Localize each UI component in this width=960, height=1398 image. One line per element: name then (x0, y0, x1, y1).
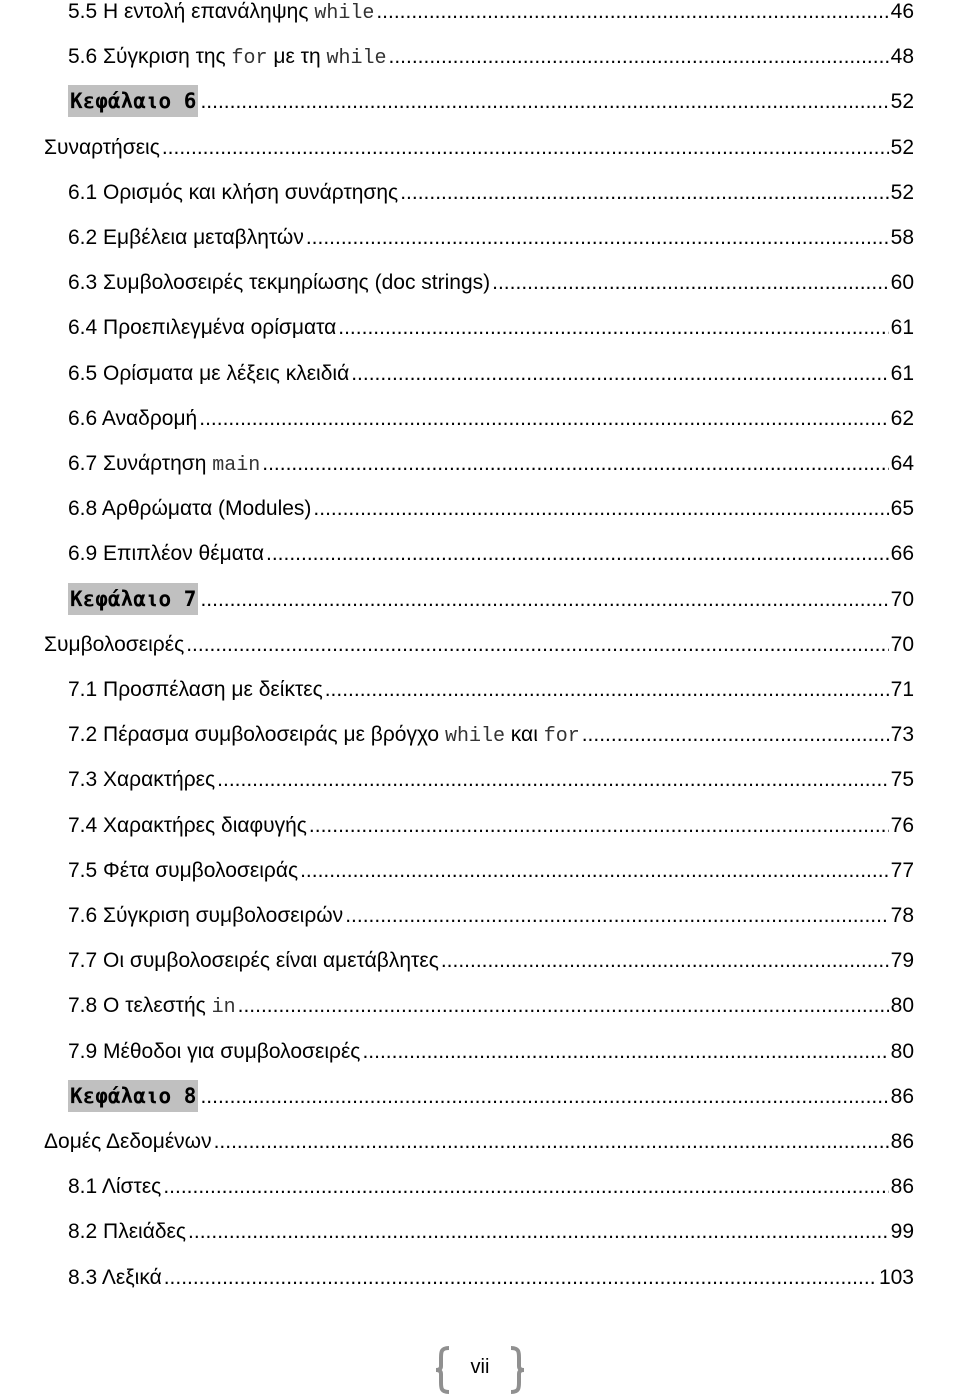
toc-chapter-heading[interactable] (0, 84, 960, 120)
title-text: 8.1 Λίστες (68, 1175, 162, 1199)
dot-leader (492, 265, 889, 301)
toc-page-number: 62 (890, 406, 914, 430)
toc-entry-title (68, 0, 374, 32)
toc-entry[interactable] (0, 39, 960, 75)
title-text: 6.5 Ορίσματα με λέξεις κλειδιά (68, 361, 350, 385)
title-text: Συμβολοσειρές (44, 632, 185, 656)
toc-entry-line (68, 672, 914, 708)
toc-entry-line (68, 265, 914, 301)
toc-entry-line (68, 39, 914, 75)
toc-entry-title (68, 898, 343, 934)
title-text: και (504, 723, 544, 747)
toc-entry-line (68, 1260, 914, 1296)
toc-entry-line (68, 446, 914, 482)
dot-leader (441, 943, 889, 979)
toc-page-number: 70 (890, 632, 914, 656)
title-text: 8.2 Πλειάδες (68, 1220, 187, 1244)
title-text: 6.9 Επιπλέον θέματα (68, 542, 264, 566)
title-text: 6.6 Αναδρομή (68, 406, 198, 430)
toc-entry-title (68, 220, 304, 256)
toc-entry-title (68, 762, 215, 798)
toc-entry-line (68, 84, 914, 120)
toc-page-number: 103 (878, 1265, 914, 1289)
toc-page-number: 80 (890, 1039, 914, 1063)
code-keyword: for (543, 725, 580, 749)
toc-entry-title (68, 943, 439, 979)
dot-leader (200, 84, 888, 120)
toc-entry-title (68, 808, 307, 844)
dot-leader (262, 446, 888, 482)
dot-leader (351, 356, 888, 392)
toc-entry-title (68, 446, 260, 484)
toc-entry-title (68, 1169, 161, 1205)
page-number: vii (470, 1356, 490, 1378)
toc-entry[interactable] (0, 1169, 960, 1205)
toc-entry[interactable] (0, 265, 960, 301)
toc-entry-line (68, 175, 914, 211)
toc-page-number: 78 (890, 904, 914, 927)
toc-page-number: 86 (890, 1175, 914, 1199)
dot-leader (217, 762, 888, 798)
dot-leader (325, 672, 889, 708)
toc-entry-line (68, 401, 914, 437)
toc-entry[interactable] (0, 220, 960, 256)
toc-entry[interactable] (0, 491, 960, 527)
toc-page-number: 66 (890, 542, 914, 566)
toc-entry-title (68, 536, 264, 572)
toc-entry-title (68, 1080, 198, 1112)
title-text: 7.9 Μέθοδοι για συμβολοσειρές (68, 1039, 361, 1063)
toc-page-number: 64 (890, 452, 914, 475)
toc-page-number: 71 (890, 678, 914, 701)
toc-entry[interactable] (0, 536, 960, 572)
toc-page-number: 65 (890, 497, 914, 521)
dot-leader (582, 717, 889, 753)
toc-entry[interactable] (0, 310, 960, 346)
dot-leader (162, 130, 889, 166)
dot-leader (214, 1124, 889, 1160)
dot-leader (266, 536, 889, 572)
dot-leader (345, 898, 888, 934)
toc-entry-title (68, 1214, 186, 1250)
toc-entry[interactable] (0, 717, 960, 753)
toc-entry[interactable] (0, 672, 960, 708)
toc-entry-line (68, 853, 914, 889)
toc-entry-title (68, 85, 198, 117)
title-text: 7.8 Ο τελεστής (68, 994, 212, 1018)
code-keyword: while (444, 725, 505, 749)
dot-leader (186, 627, 888, 663)
title-text: 7.1 Προσπέλαση με δείκτες (68, 678, 323, 701)
title-text: Κεφάλαιο 6 (70, 89, 197, 114)
toc-entry-title (68, 265, 490, 301)
dot-leader (389, 39, 889, 75)
title-text: 6.2 Εμβέλεια μεταβλητών (68, 226, 304, 249)
toc-page-number: 46 (890, 0, 914, 23)
title-text: 6.4 Προεπιλεγμένα ορίσματα (68, 316, 337, 340)
dot-leader (300, 853, 889, 889)
code-keyword: for (231, 47, 268, 71)
toc-entry-line (68, 582, 914, 618)
toc-entry-title (68, 356, 349, 392)
toc-entry-title (68, 491, 311, 527)
toc-entry-line (68, 1214, 914, 1250)
toc-entry-title (44, 627, 184, 663)
title-text: 6.3 Συμβολοσειρές τεκμηρίωσης (doc strings) (68, 271, 491, 295)
dot-leader (238, 988, 889, 1024)
toc-entry-title (68, 853, 298, 889)
toc-page-number: 70 (890, 587, 914, 611)
page-footer (435, 1346, 525, 1394)
toc-entry-title (68, 583, 198, 615)
title-text: 7.4 Χαρακτήρες διαφυγής (68, 813, 307, 837)
dot-leader (200, 582, 888, 618)
toc-entry-title (68, 1260, 162, 1296)
toc-entry[interactable] (0, 762, 960, 798)
toc-entry-title (68, 310, 336, 346)
dot-leader (164, 1260, 877, 1296)
toc-entry-line (68, 0, 914, 30)
dot-leader (362, 1034, 888, 1070)
title-text: 6.8 Αρθρώματα (Modules) (68, 497, 312, 521)
toc-entry[interactable] (0, 1124, 960, 1160)
code-keyword: main (212, 454, 261, 477)
title-text: Κεφάλαιο 8 (70, 1083, 197, 1108)
dot-leader (163, 1169, 888, 1205)
toc-entry-line (68, 220, 914, 256)
toc-entry-line (68, 491, 914, 527)
dot-leader (306, 220, 889, 256)
title-text: 8.3 Λεξικά (68, 1265, 162, 1289)
title-text: Συναρτήσεις (44, 135, 160, 159)
toc-entry[interactable] (0, 1214, 960, 1250)
toc-entry-title (68, 175, 398, 211)
toc-entry-line (68, 1034, 914, 1070)
toc-entry-line (68, 1169, 914, 1205)
toc-chapter-heading[interactable] (0, 582, 960, 618)
toc-entry[interactable] (0, 1034, 960, 1070)
toc-entry-line (68, 808, 914, 844)
toc-entry-line (68, 988, 914, 1024)
title-text: 5.5 Η εντολή επανάληψης (68, 0, 315, 23)
toc-page-number: 58 (890, 226, 914, 249)
toc-entry-title (68, 39, 387, 77)
toc-entry[interactable] (0, 130, 960, 166)
toc-entry[interactable] (0, 0, 960, 30)
toc-page-number: 48 (890, 45, 914, 69)
toc-page-number: 73 (890, 723, 914, 747)
toc-page-number: 79 (890, 949, 914, 973)
toc-page-number: 77 (890, 858, 914, 882)
code-keyword: in (211, 996, 236, 1020)
dot-leader (199, 401, 888, 437)
toc-page-number: 52 (890, 180, 914, 204)
toc-page-number: 52 (890, 90, 914, 114)
toc-page-number: 86 (890, 1130, 914, 1153)
toc-entry-title (68, 988, 236, 1026)
toc-entry-line (68, 762, 914, 798)
title-text: Κεφάλαιο 7 (70, 586, 197, 611)
title-text: 5.6 Σύγκριση της (68, 45, 232, 69)
toc-entry-line (68, 717, 914, 753)
toc-entry-line (44, 130, 914, 166)
toc-entry-line (68, 943, 914, 979)
toc-entry-title (68, 401, 197, 437)
toc-page-number: 80 (890, 994, 914, 1018)
code-keyword: while (326, 47, 387, 71)
title-text: 7.2 Πέρασμα συμβολοσειράς με βρόγχο (68, 723, 445, 747)
toc-entry[interactable] (0, 627, 960, 663)
toc-page-number: 60 (890, 271, 914, 295)
toc-page-number: 86 (890, 1084, 914, 1108)
toc-entry[interactable] (0, 356, 960, 392)
toc-entry-line (44, 627, 914, 663)
dot-leader (376, 0, 888, 30)
toc-entry[interactable] (0, 401, 960, 437)
toc-entry[interactable] (0, 898, 960, 934)
toc-entry-line (68, 310, 914, 346)
dot-leader (313, 491, 888, 527)
toc-page-number: 52 (890, 135, 914, 159)
toc-entry[interactable] (0, 988, 960, 1024)
toc-page-number: 76 (890, 813, 914, 837)
toc-entry-title (44, 1124, 212, 1160)
toc-entry[interactable] (0, 446, 960, 482)
title-text: 7.7 Οι συμβολοσειρές είναι αμετάβλητες (68, 949, 439, 973)
title-text: 7.3 Χαρακτήρες (68, 768, 216, 792)
toc-entry[interactable] (0, 943, 960, 979)
toc-page-number: 61 (890, 316, 914, 340)
dot-leader (338, 310, 888, 346)
dot-leader (400, 175, 888, 211)
toc-entry[interactable] (0, 808, 960, 844)
toc-page-number: 99 (890, 1220, 914, 1244)
dot-leader (200, 1079, 888, 1115)
toc-entry[interactable] (0, 853, 960, 889)
toc-entry-line (68, 356, 914, 392)
toc-entry-line (44, 1124, 914, 1160)
toc-entry-line (68, 536, 914, 572)
toc-entry-line (68, 1079, 914, 1115)
toc-entry-line (68, 898, 914, 934)
title-text: με τη (267, 45, 327, 69)
toc-entry-title (68, 1034, 360, 1070)
toc-entry[interactable] (0, 175, 960, 211)
title-text: 7.6 Σύγκριση συμβολοσειρών (68, 904, 344, 927)
toc-page-number: 61 (890, 361, 914, 385)
toc-entry-title (68, 672, 323, 708)
title-text: Δομές Δεδομένων (44, 1130, 212, 1153)
toc-entry[interactable] (0, 1260, 960, 1296)
toc-entry-title (68, 717, 580, 755)
title-text: 6.1 Ορισμός και κλήση συνάρτησης (68, 180, 399, 204)
toc-page-number: 75 (890, 768, 914, 792)
toc-chapter-heading[interactable] (0, 1079, 960, 1115)
dot-leader (309, 808, 889, 844)
toc-entry-title (44, 130, 160, 166)
dot-leader (188, 1214, 889, 1250)
title-text: 6.7 Συνάρτηση (68, 452, 213, 475)
code-keyword: while (314, 2, 375, 25)
title-text: 7.5 Φέτα συμβολοσειράς (68, 858, 299, 882)
